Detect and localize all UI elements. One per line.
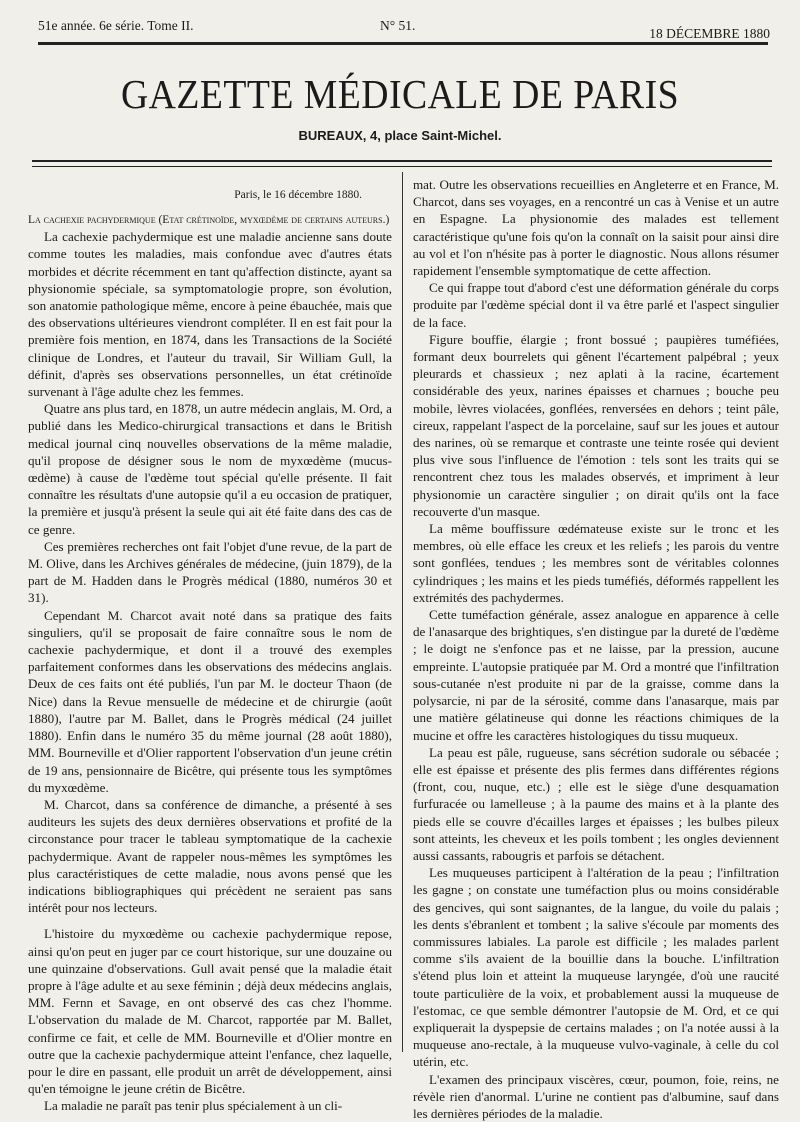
dateline: Paris, le 16 décembre 1880. (234, 189, 362, 201)
paragraph: mat. Outre les observations recueillies en Angleterre et en France, M. Charcot, dans ses voyages, en a rencontré un cas à Venise et un autre en Espagne. La physionomie des malades est tellement caractéristique qu'une fois qu'on la connaît on la saisit pour ainsi dire au vol et l'on n'hésite pas à porter le diagnostic. Nous allons résumer rapidement l'ensemble symptomatique de cette affection. (413, 177, 779, 279)
paragraph: Figure bouffie, élargie ; front bossué ; paupières tuméfiées, formant deux bourrelets qui gênent l'écartement palpébral ; yeux pleurards et chassieux ; nez aplati à la racine, écartement considérable des yeux, narines épaisses et charnues ; bouche peu mobile, lèvres violacées, gonflées, renversées en dehors ; teint pâle, cireux, rappelant l'aspect de la porcelaine, sauf sur les joues et autour des narines, où se remarque et contraste une teinte rosée qui devient plus vive sous l'influence de l'émotion : tels sont les traits qui se rencontrent chez tous les malades observés, et impriment à leur physionomie un caractère singulier ; on dirait qu'ils ont la face recouverte d'un masque. (413, 331, 779, 519)
paragraph: Ce qui frappe tout d'abord c'est une déformation générale du corps produite par l'œdème spécial dont il va être parlé et l'aspect singulier de la face. (413, 280, 779, 330)
left-column (28, 172, 392, 1115)
paragraph: La peau est pâle, rugueuse, sans sécrétion sudorale ou sébacée ; elle est épaisse et présente des plis fermes dans différentes régions (front, cou, nuque, etc.) ; elle est le siège d'une desquamation furfuracée ou lamelleuse ; à la paume des mains et à la plante des pieds elle se couvre d'écailles larges et épaisses ; les bulbes pileux sont atteints, les cheveux et les poils tombent ; les ongles deviennent aussi cassants, rabougris et parfois se détachent. (413, 744, 779, 863)
paragraph: Les muqueuses participent à l'altération de la peau ; l'infiltration les gagne ; on constate une tuméfaction plus ou moins considérable des gencives, qui sont saignantes, de la langue, du voile du palais ; les dents s'ébranlent et tombent ; la salive s'écoule par moments des commissures labiales. La parole est difficile ; les malades parlent comme s'ils avaient de la bouillie dans la bouche. L'infiltration s'étend plus loin et atteint la muqueuse laryngée, d'où une raucité toute particulière de la voix, et probablement aussi la muqueuse de l'estomac, ce que semble démontrer l'autopsie de M. Ord, et ce qui expliquerait la dyspepsie de certains malades ; on l'a notée aussi à la muqueuse ano-rectale, à la muqueuse vulvo-vaginale, à celle du col utérin, etc. (413, 865, 779, 1070)
paragraph: Cependant M. Charcot avait noté dans sa pratique des faits singuliers, qu'il se proposait de faire connaître sous le nom de cachexie pachydermique, et dont il a trouvé des exemples parfaitement conformes dans les observations des médecins anglais. Deux de ces faits ont été publiés, l'un par M. le docteur Thaon (de Nice) dans la Revue mensuelle de médecine et de chirurgie (août 1880), l'autre par M. Ballet, dans le Progrès médical (24 juillet 1880). Enfin dans le numéro 35 du même journal (28 août 1880), MM. Bourneville et d'Olier rapportent l'observation d'un jeune crétin de 19 ans, pensionnaire de Bicêtre, qui présente tous les symptômes du myxœdème. (28, 607, 392, 795)
paragraph: Cette tuméfaction générale, assez analogue en apparence à celle de l'anasarque des brightiques, s'en distingue par la dureté de l'œdème ; le doigt ne s'enfonce pas et ne laisse, par la pression, aucune empreinte. L'autopsie pratiquée par M. Ord a montré que l'infiltration sous-cutanée n'est produite ni par de la graisse, comme dans la polysarcie, ni par de la sérosité, comme dans l'anasarque, mais par une matière gélatineuse qui donne les réactions chimiques de la mucine et offre les caractères histologiques du tissu muqueux. (413, 607, 779, 743)
volume-info: 51e année. 6e série. Tome II. (38, 18, 194, 33)
paragraph: La même bouffissure œdémateuse existe sur le tronc et les membres, où elle efface les creux et les reliefs ; les parois du ventre sont gonflées, tendues ; les membres sont de véritables colonnes cylindriques ; les mains et les pieds tuméfiés, déformés rappellent les extrémités des pachydermes. (413, 521, 779, 605)
issue-number: N° 51. (380, 18, 416, 33)
paragraph: La cachexie pachydermique est une maladie ancienne sans doute comme toutes les maladies, mais confondue avec d'autres états morbides et décrite récemment en tant qu'affection distincte, ayant sa physionomie spéciale, sa symptomatologie propre, son évolution, son anatomie pathologique même, encore à peine ébauchée, mais que des observations ultérieures viendront compléter. Il en est fait pour la première fois mention, en 1874, dans les Transactions de la Société clinique de Londres, et l'auteur du travail, Sir William Gull, la définit, d'après ses observations personnelles, un état crétinoïde survenant à l'âge adulte chez les femmes. (28, 229, 392, 400)
paragraph: Quatre ans plus tard, en 1878, un autre médecin anglais, M. Ord, a publié dans les Medico-chirurgical transactions et dans le British medical journal cinq nouvelles observations de la même maladie, qu'il propose de désigner sous le nom de myxœdème (mucus-œdème) à cause de l'œdème tout spécial qu'elle présente. Il fait connaître les résultats d'une autopsie qu'il a eu occasion de pratiquer, la première et jusqu'à présent la seule qui ait été faite dans des cas de ce genre. (28, 401, 392, 537)
paragraph: Ces premières recherches ont fait l'objet d'une revue, de la part de M. Olive, dans les Archives générales de médecine, (juin 1879), de la part de M. Hadden dans le Progrès médical (1880, numéros 30 et 31). (28, 538, 392, 606)
bureaux-address: BUREAUX, 4, place Saint-Michel. (298, 128, 502, 143)
paragraph: La maladie ne paraît pas tenir plus spécialement à un cli- (44, 1098, 343, 1114)
masthead-rule (32, 160, 772, 167)
paragraph: L'histoire du myxœdème ou cachexie pachydermique repose, ainsi qu'on peut en juger par ce court historique, sur une douzaine ou une quinzaine d'observations. Gull avait pensé que la maladie était propre à l'âge adulte et au sexe féminin ; déjà deux médecins anglais, MM. Fernn et Savage, en ont observé des cas chez l'homme. L'observation du malade de M. Charcot, rapportée par M. Ballet, confirme ce fait, et celle de MM. Bourneville et d'Olier montre en outre que la cachexie pachydermique atteint l'enfance, chez laquelle, pour le dire en passant, elle produit un arrêt de développement, ainsi qu'en témoigne le jeune crétin de Bicêtre. (28, 926, 392, 1097)
article-heading: La cachexie pachydermique (Etat crétinoïde, myxœdème de certains auteurs.) (28, 214, 390, 227)
right-column (413, 176, 779, 1122)
running-header (38, 14, 770, 41)
column-divider (402, 172, 403, 1052)
header-rule (38, 42, 768, 45)
masthead-title: GAZETTE MÉDICALE DE PARIS (120, 71, 680, 117)
paragraph: L'examen des principaux viscères, cœur, poumon, foie, reins, ne révèle rien d'anormal. L'urine ne contient pas d'albumine, sauf dans les dernières périodes de la maladie. (413, 1071, 779, 1121)
paragraph: M. Charcot, dans sa conférence de dimanche, a présenté à ses auditeurs les sujets des deux dernières observations et profité de la circonstance pour tracer le tableau symptomatique de la cachexie pachydermique. Avant de rappeler nous-mêmes les symptômes les plus caractéristiques de cette maladie, nous avons pensé que les indications bibliographiques qui précèdent ne seraient pas sans intérêt pour nos lecteurs. (28, 796, 392, 916)
issue-date: 18 DÉCEMBRE 1880 (649, 26, 770, 41)
